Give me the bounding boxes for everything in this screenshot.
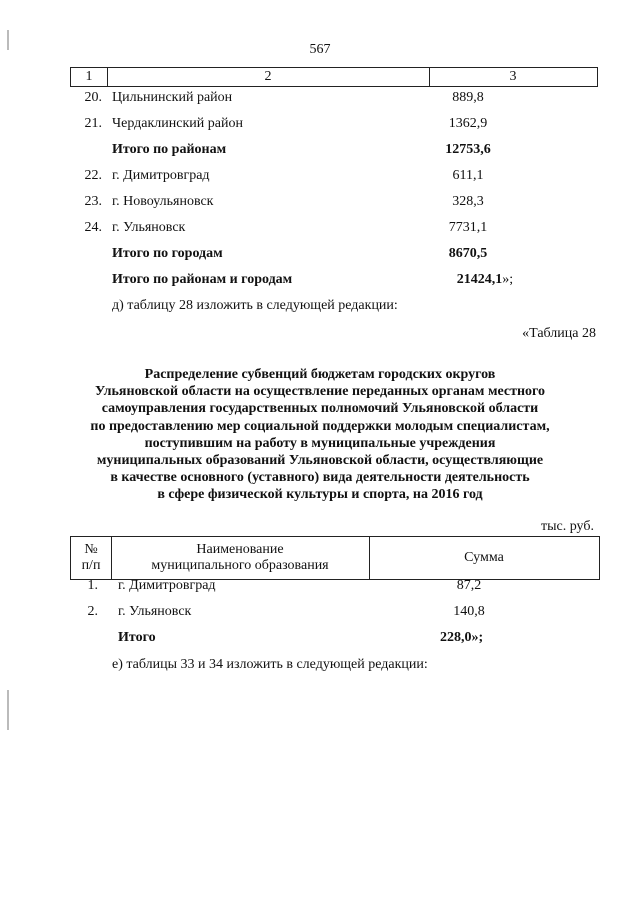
row-number: 21. — [84, 116, 102, 131]
header-text: п/п — [81, 558, 101, 573]
row-value: 328,3 — [452, 194, 484, 209]
table-row — [0, 90, 640, 112]
row-name: Итого — [118, 630, 156, 645]
table-row — [0, 116, 640, 138]
header-text: Наименование — [196, 542, 284, 557]
closing-quote: »; — [502, 272, 514, 287]
title-line: муниципальных образований Ульяновской области, осуществляющие — [96, 453, 544, 469]
scan-edge-mark — [7, 690, 9, 730]
table-row-subtotal — [0, 246, 640, 268]
row-value: 7731,1 — [448, 220, 488, 235]
row-value: 12753,6 — [445, 142, 491, 157]
table-row-total — [0, 630, 640, 652]
table-row-total — [0, 272, 640, 294]
table1-header-col3: 3 — [509, 69, 517, 84]
row-number: 24. — [84, 220, 102, 235]
table2-header — [70, 536, 600, 580]
total-value: 228,0 — [440, 630, 472, 645]
row-name: г. Димитровград — [118, 578, 216, 593]
title-line: по предоставлению мер социальной поддержки молодым специалистам, — [90, 418, 550, 434]
row-number: 1. — [87, 578, 98, 593]
table1-header-col1: 1 — [71, 68, 108, 86]
title-line: поступившим на работу в муниципальные учреждения — [144, 435, 496, 451]
row-value: 140,8 — [453, 604, 485, 619]
header-text: муниципального образования — [151, 558, 329, 573]
table-title — [40, 366, 600, 504]
row-value: 8670,5 — [448, 246, 488, 261]
table-row — [0, 220, 640, 242]
total-value: 21424,1 — [456, 272, 503, 287]
row-name: г. Ульяновск — [118, 604, 192, 619]
table-row — [0, 194, 640, 216]
row-value: 1362,9 — [448, 116, 488, 131]
row-name: Цильнинский район — [112, 90, 233, 105]
row-name: Итого по городам — [112, 246, 223, 261]
page-number: 567 — [309, 42, 331, 57]
row-number: 20. — [84, 90, 102, 105]
row-name: г. Димитровград — [112, 168, 210, 183]
table2-header-name — [111, 537, 370, 579]
table1-header-col2: 2 — [107, 68, 430, 86]
row-value — [440, 630, 530, 646]
title-line: в сфере физической культуры и спорта, на 2016 год — [157, 487, 483, 503]
table2-header-sum: Сумма — [464, 550, 504, 565]
row-value — [430, 272, 540, 288]
units-label: тыс. руб. — [541, 519, 594, 534]
table1-header — [70, 67, 598, 87]
closing-quote: »; — [471, 630, 484, 645]
row-name: г. Новоульяновск — [112, 194, 214, 209]
title-line: самоуправления государственных полномочий Ульяновской области — [101, 401, 539, 417]
title-line: в качестве основного (уставного) вида деятельности деятельность — [110, 470, 530, 486]
row-value: 611,1 — [452, 168, 484, 183]
header-text: № — [84, 542, 98, 557]
title-line: Ульяновской области на осуществление переданных органам местного — [94, 384, 546, 400]
row-number: 23. — [84, 194, 102, 209]
row-name: Чердаклинский район — [112, 116, 243, 131]
row-name: Итого по районам и городам — [112, 272, 293, 287]
row-value: 889,8 — [452, 90, 484, 105]
row-name: Итого по районам — [112, 142, 227, 157]
table-row — [0, 604, 640, 626]
row-name: г. Ульяновск — [112, 220, 186, 235]
table-row — [0, 578, 640, 600]
paragraph-d: д) таблицу 28 изложить в следующей редакции: — [112, 298, 398, 313]
paragraph-e: е) таблицы 33 и 34 изложить в следующей редакции: — [112, 657, 428, 672]
row-number: 22. — [84, 168, 102, 183]
title-line: Распределение субвенций бюджетам городских округов — [144, 367, 496, 382]
table-reference: «Таблица 28 — [522, 326, 596, 341]
table-row — [0, 168, 640, 190]
table2-header-number — [71, 537, 112, 579]
row-value: 87,2 — [456, 578, 482, 593]
row-number: 2. — [87, 604, 98, 619]
table-row-subtotal — [0, 142, 640, 164]
